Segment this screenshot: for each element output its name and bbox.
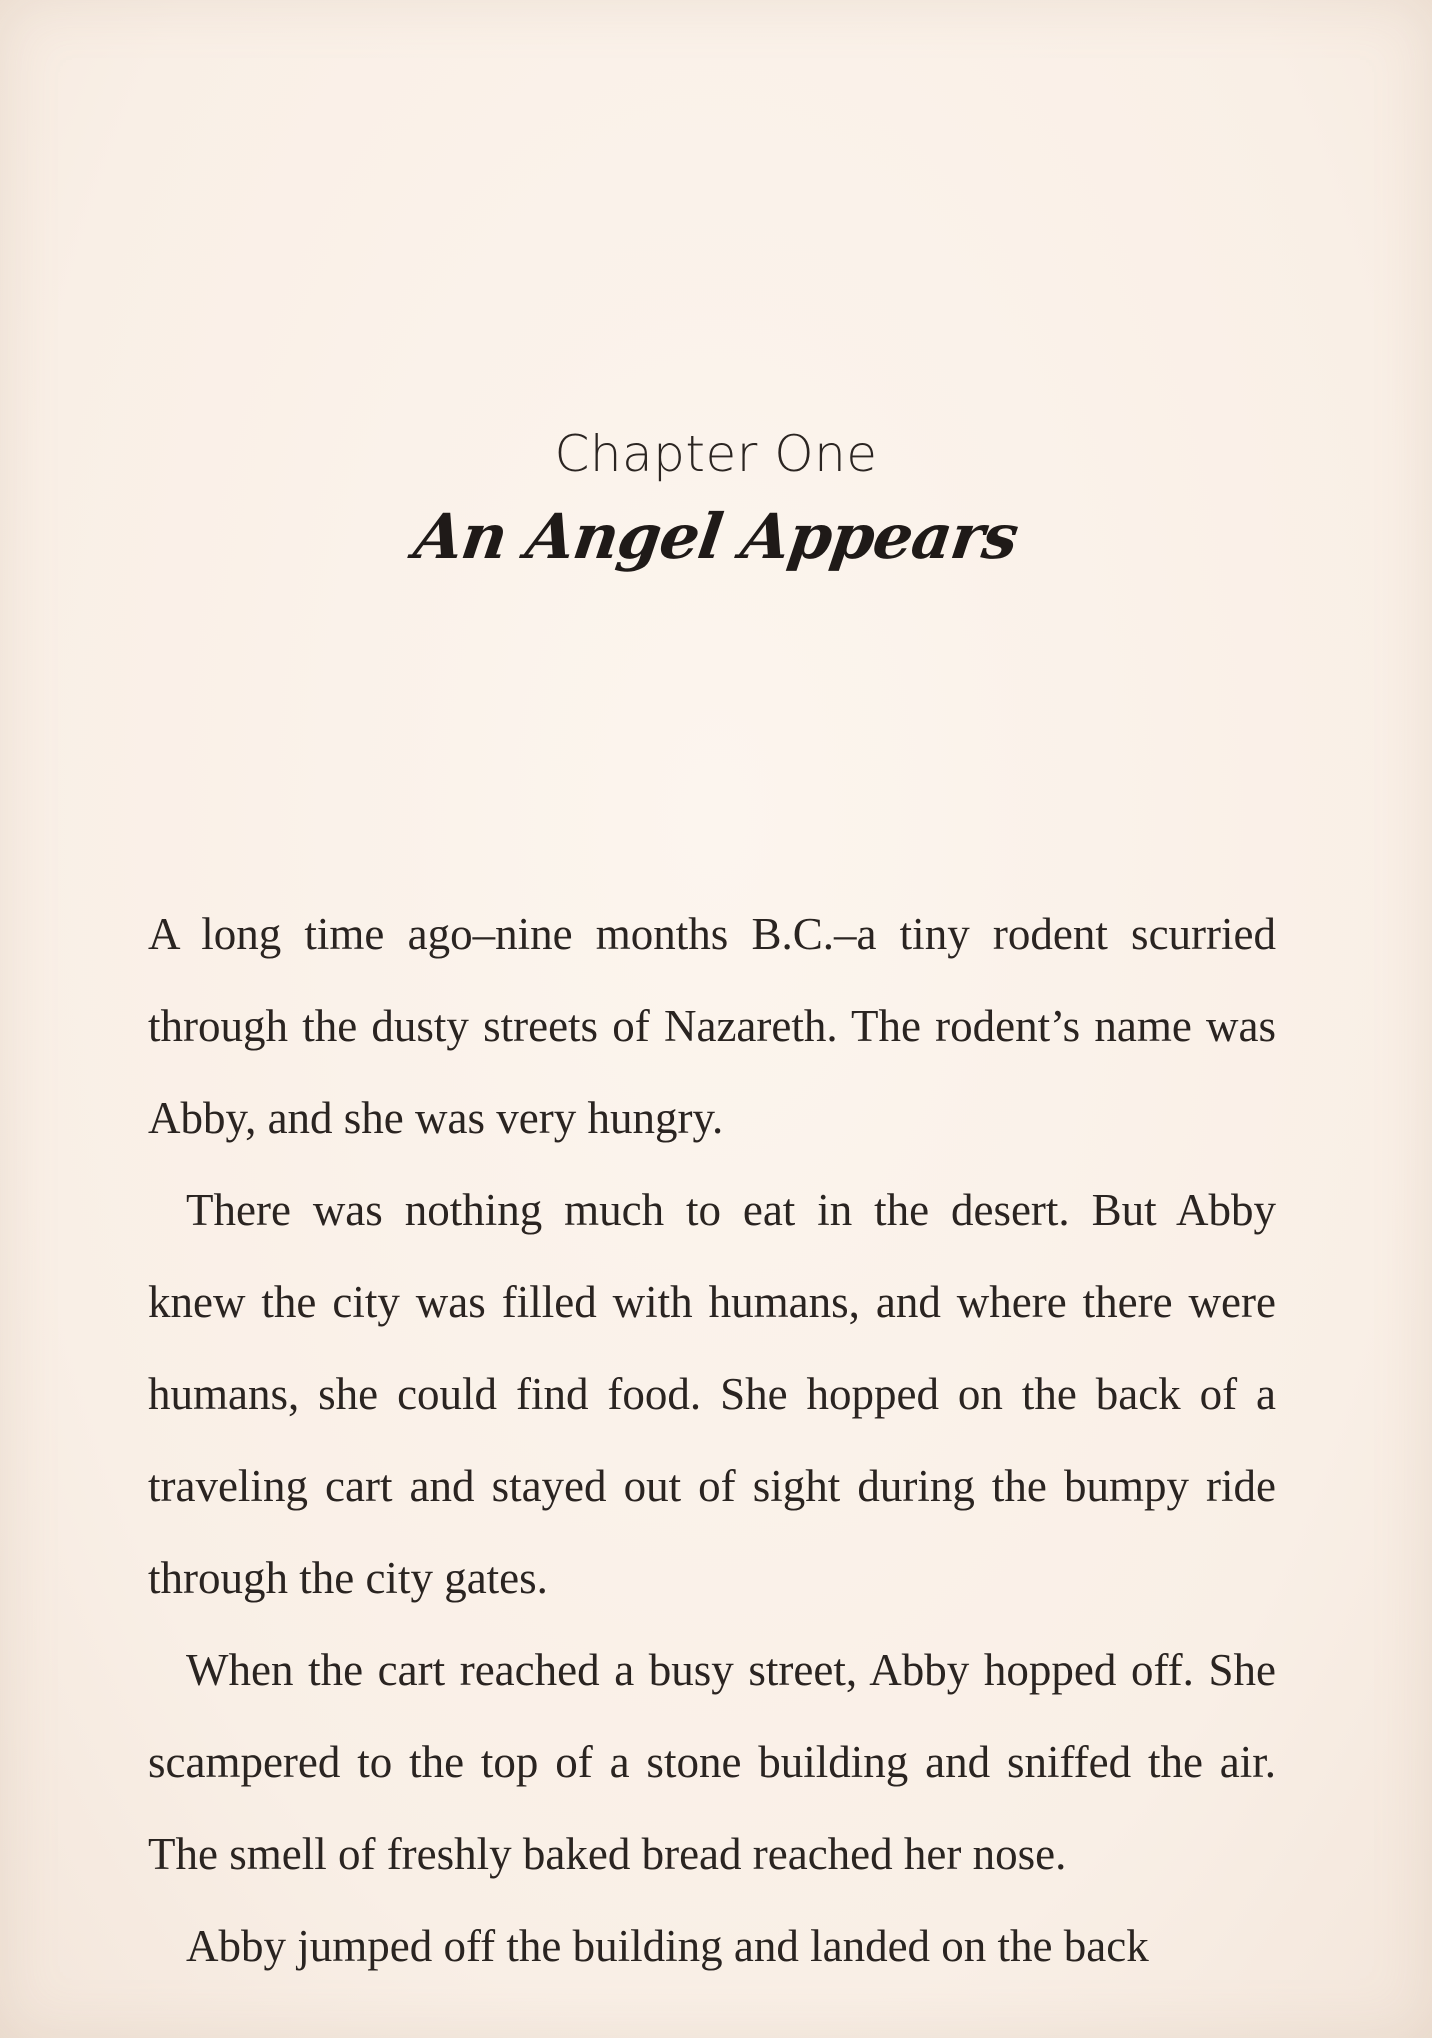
chapter-title: An Angel Appears: [409, 500, 1023, 573]
paragraph-1: A long time ago–nine months B.C.–a tiny rodent scurried through the dusty streets of Nazareth. The rodent’s name was Abby, and she was very hungry.: [148, 909, 1276, 1143]
chapter-body: [148, 888, 1276, 1992]
chapter-number: Chapter One: [554, 425, 878, 483]
paragraph-2: There was nothing much to eat in the desert. But Abby knew the city was filled with humans, and where there were humans, she could find food. She hopped on the back of a traveling cart and stayed out of sight during the bumpy ride through the city gates.: [148, 1185, 1276, 1603]
paragraph-3: When the cart reached a busy street, Abby hopped off. She scampered to the top of a stone building and sniffed the air. The smell of freshly baked bread reached her nose.: [148, 1645, 1276, 1879]
paragraph-4: Abby jumped off the building and landed on the back: [186, 1921, 1149, 1971]
